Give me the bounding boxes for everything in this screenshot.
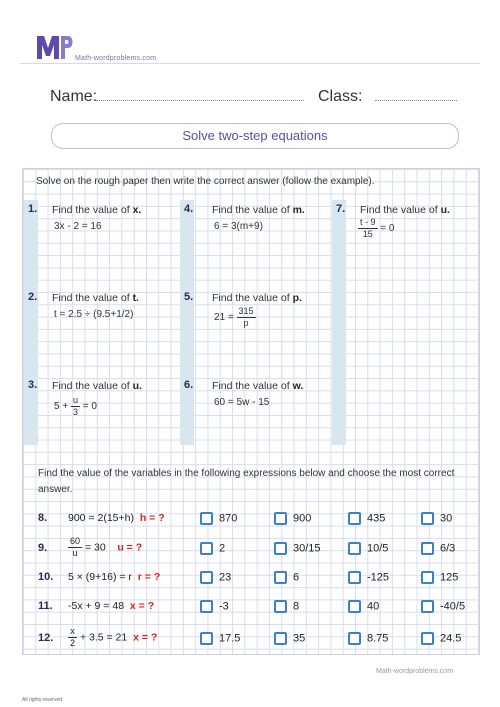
answer-option[interactable]: 24.5	[421, 632, 461, 645]
checkbox-icon[interactable]	[200, 632, 213, 645]
question-number: 2.	[28, 291, 38, 303]
answer-option[interactable]: 900	[274, 512, 311, 525]
answer-option[interactable]: 40	[348, 600, 379, 613]
class-field[interactable]	[375, 100, 457, 101]
checkbox-icon[interactable]	[274, 512, 287, 525]
class-label: Class:	[318, 88, 363, 105]
question-equation: 60 = 5w - 15	[214, 397, 270, 408]
answer-option[interactable]: 125	[421, 571, 458, 584]
question-number: 7.	[336, 203, 346, 215]
answer-option[interactable]: 8.75	[348, 632, 388, 645]
answer-option[interactable]: 2	[200, 542, 225, 555]
checkbox-icon[interactable]	[200, 571, 213, 584]
question-number: 4.	[184, 203, 194, 215]
checkbox-icon[interactable]	[200, 542, 213, 555]
question-number: 9.	[38, 542, 48, 554]
question-number: 11.	[38, 600, 53, 612]
checkbox-icon[interactable]	[274, 600, 287, 613]
checkbox-icon[interactable]	[348, 632, 361, 645]
footer-rights: All rights reserved	[22, 697, 63, 703]
question-number: 5.	[184, 291, 194, 303]
column-stripe	[24, 200, 38, 445]
checkbox-icon[interactable]	[421, 542, 434, 555]
question-number: 1.	[28, 203, 38, 215]
name-label: Name:	[50, 88, 98, 105]
question-number: 8.	[38, 512, 48, 524]
checkbox-icon[interactable]	[421, 600, 434, 613]
checkbox-icon[interactable]	[348, 512, 361, 525]
checkbox-icon[interactable]	[348, 600, 361, 613]
answer-option[interactable]: -3	[200, 600, 229, 613]
multiple-choice-instructions: Find the value of the variables in the following expressions below and choose the most correct answer.	[38, 468, 455, 495]
footer-site: Math-wordproblems.com	[376, 668, 454, 675]
question-prompt: Find the value of m.	[212, 204, 305, 216]
checkbox-icon[interactable]	[348, 571, 361, 584]
question-number: 12.	[38, 632, 54, 644]
checkbox-icon[interactable]	[274, 632, 287, 645]
checkbox-icon[interactable]	[348, 542, 361, 555]
answer-option[interactable]: -40/5	[421, 600, 465, 613]
question-prompt: Find the value of x.	[52, 204, 142, 216]
question-equation: t = 2.5 ÷ (9.5+1/2)	[54, 309, 134, 320]
column-stripe	[332, 200, 346, 445]
checkbox-icon[interactable]	[421, 512, 434, 525]
question-equation: 5 + $\frac{u}{3}$ = 0	[54, 395, 97, 417]
answer-option[interactable]: 35	[274, 632, 305, 645]
answer-option[interactable]: 435	[348, 512, 385, 525]
answer-option[interactable]: 10/5	[348, 542, 388, 555]
answer-option[interactable]: 8	[274, 600, 299, 613]
header-divider	[20, 63, 480, 64]
checkbox-icon[interactable]	[200, 600, 213, 613]
worksheet-title: Solve two-step equations	[51, 123, 459, 149]
column-stripe	[180, 200, 194, 445]
answer-option[interactable]: 30	[421, 512, 452, 525]
question-prompt: Find the value of t.	[52, 292, 139, 304]
answer-option[interactable]: -125	[348, 571, 389, 584]
checkbox-icon[interactable]	[421, 632, 434, 645]
question-equation: 5 × (9+16) = r r = ?	[68, 571, 161, 583]
instructions: Solve on the rough paper then write the correct answer (follow the example).	[36, 176, 375, 187]
answer-option[interactable]: 23	[200, 571, 231, 584]
answer-option[interactable]: 6	[274, 571, 299, 584]
question-number: 10.	[38, 571, 54, 583]
answer-option[interactable]: 6/3	[421, 542, 455, 555]
name-field[interactable]	[96, 100, 304, 101]
answer-option[interactable]: 17.5	[200, 632, 240, 645]
question-equation: 6 = 3(m+9)	[214, 221, 263, 232]
checkbox-icon[interactable]	[200, 512, 213, 525]
question-prompt: Find the value of u.	[360, 204, 450, 216]
question-prompt: Find the value of p.	[212, 292, 302, 304]
logo-text: Math-wordproblems.com	[75, 55, 157, 62]
question-equation: $\frac{x}{2}$ + 3.5 = 21 x = ?	[70, 626, 158, 648]
answer-option[interactable]: 870	[200, 512, 237, 525]
question-equation: 3x - 2 = 16	[54, 221, 102, 232]
answer-option[interactable]: 30/15	[274, 542, 321, 555]
checkbox-icon[interactable]	[274, 542, 287, 555]
checkbox-icon[interactable]	[421, 571, 434, 584]
logo-icon	[36, 34, 74, 60]
question-prompt: Find the value of u.	[52, 380, 142, 392]
checkbox-icon[interactable]	[274, 571, 287, 584]
question-equation: $\frac{60}{u}$ = 30 u = ?	[70, 536, 143, 558]
question-equation: $\frac{t - 9}{15}$ = 0	[360, 217, 395, 239]
question-equation: 21 = $\frac{315}{p}$	[214, 306, 254, 328]
question-number: 3.	[28, 379, 38, 391]
question-equation: -5x + 9 = 48 x = ?	[68, 600, 155, 612]
question-number: 6.	[184, 379, 194, 391]
question-equation: 900 = 2(15+h) h = ?	[68, 512, 165, 524]
question-prompt: Find the value of w.	[212, 380, 304, 392]
